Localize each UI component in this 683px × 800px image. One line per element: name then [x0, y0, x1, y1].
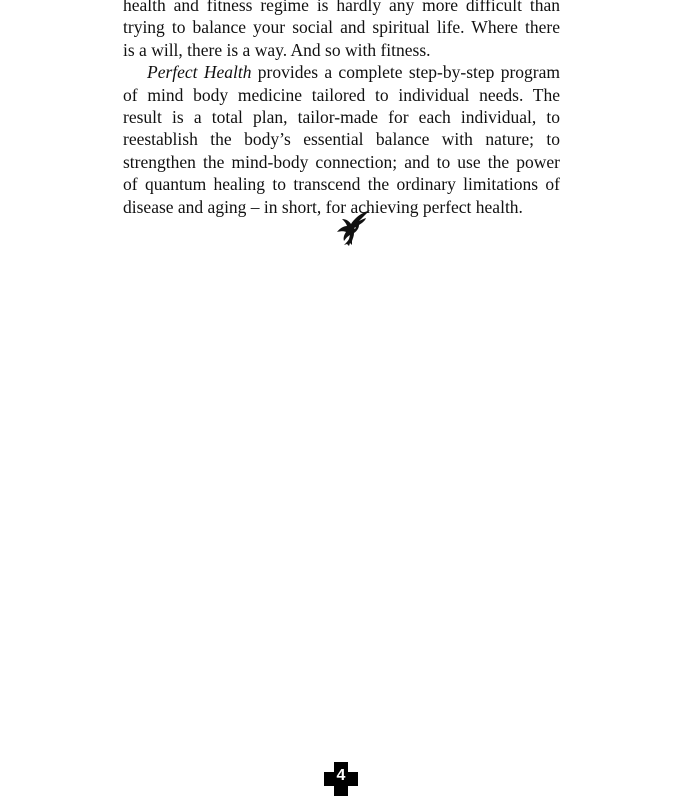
line-text: provides a complete step-by-step program [251, 62, 560, 83]
paragraph-line [123, 61, 560, 83]
paragraph-line: result is a total plan, tailor-made for each individual, to [123, 107, 560, 128]
paragraph-2 [123, 61, 560, 218]
paragraph-line: strengthen the mind-body connection; and to use the power [123, 151, 560, 172]
paragraph-line: trying to balance your social and spiritual life. Where there [123, 17, 560, 38]
paragraph-line: disease and aging – in short, for achieving perfect health. [123, 196, 523, 217]
paragraph-line: health and fitness regime is hardly any more difficult than [123, 0, 560, 15]
paragraph-line: of mind body medicine tailored to individual needs. The [123, 84, 560, 105]
paragraph-line: is a will, there is a way. And so with fitness. [123, 39, 431, 60]
book-title: Perfect Health [147, 62, 252, 83]
eagle-icon [332, 208, 372, 248]
body-text [123, 0, 560, 218]
page-number: 4 [336, 767, 346, 784]
paragraph-line: reestablish the body’s essential balance with nature; to [123, 129, 560, 150]
paragraph-1 [123, 0, 560, 61]
paragraph-line: of quantum healing to transcend the ordinary limitations of [123, 174, 560, 195]
